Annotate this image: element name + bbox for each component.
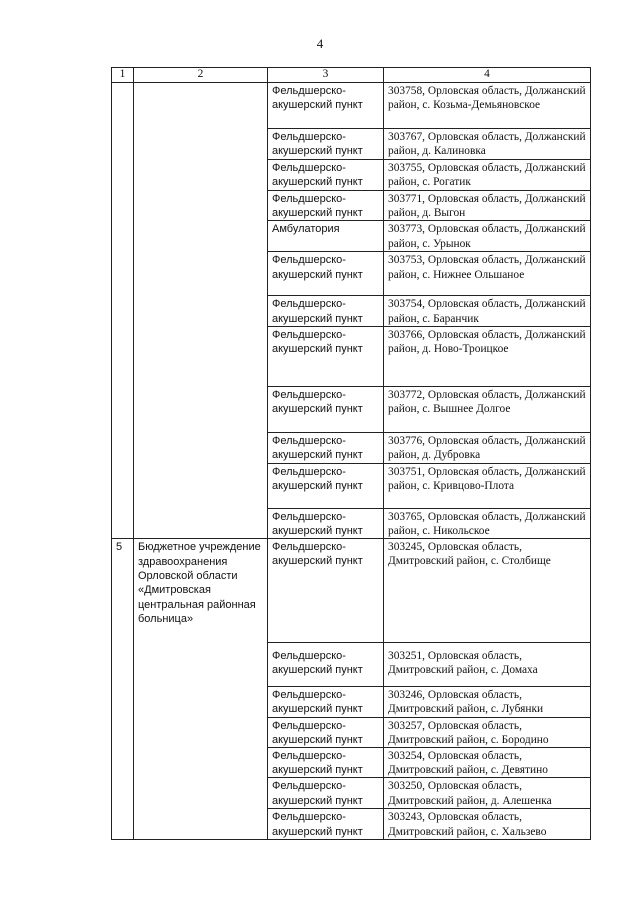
facility-address: 303245, Орловская область, Дмитровский район, с. Столбище bbox=[384, 539, 591, 643]
facility-type: Амбулатория bbox=[268, 221, 384, 252]
header-col-4: 4 bbox=[384, 68, 591, 83]
facility-address: 303776, Орловская область, Должанский район, д. Дубровка bbox=[384, 432, 591, 463]
facility-type: Фельдшерско-акушерский пункт bbox=[268, 748, 384, 778]
facility-address: 303250, Орловская область, Дмитровский район, д. Алешенка bbox=[384, 778, 591, 809]
facility-type: Фельдшерско-акушерский пункт bbox=[268, 463, 384, 508]
group4-organization-cell bbox=[134, 83, 268, 539]
facility-address: 303758, Орловская область, Должанский район, с. Козьма-Демьяновское bbox=[384, 83, 591, 129]
facility-type: Фельдшерско-акушерский пункт bbox=[268, 326, 384, 386]
facility-type: Фельдшерско-акушерский пункт bbox=[268, 539, 384, 643]
table-row bbox=[112, 539, 591, 643]
facility-type: Фельдшерско-акушерский пункт bbox=[268, 160, 384, 191]
facility-type: Фельдшерско-акушерский пункт bbox=[268, 386, 384, 432]
group4-number-cell bbox=[112, 83, 134, 539]
facility-type: Фельдшерско-акушерский пункт bbox=[268, 717, 384, 747]
facility-type: Фельдшерско-акушерский пункт bbox=[268, 252, 384, 296]
facility-address: 303771, Орловская область, Должанский район, д. Выгон bbox=[384, 191, 591, 221]
header-col-2: 2 bbox=[134, 68, 268, 83]
group5-number: 5 bbox=[112, 539, 134, 840]
facility-type: Фельдшерско-акушерский пункт bbox=[268, 809, 384, 839]
facility-address: 303754, Орловская область, Должанский район, с. Баранчик bbox=[384, 296, 591, 326]
facility-address: 303767, Орловская область, Должанский район, д. Калиновка bbox=[384, 129, 591, 160]
table-row bbox=[112, 83, 591, 129]
facility-address: 303257, Орловская область, Дмитровский район, с. Бородино bbox=[384, 717, 591, 747]
facility-type: Фельдшерско-акушерский пункт bbox=[268, 508, 384, 538]
facility-address: 303772, Орловская область, Должанский район, с. Вышнее Долгое bbox=[384, 386, 591, 432]
facility-address: 303765, Орловская область, Должанский район, с. Никольское bbox=[384, 508, 591, 538]
facility-address: 303246, Орловская область, Дмитровский район, с. Лубянки bbox=[384, 687, 591, 717]
header-col-3: 3 bbox=[268, 68, 384, 83]
page-number: 4 bbox=[316, 36, 324, 51]
facility-type: Фельдшерско-акушерский пункт bbox=[268, 296, 384, 326]
facility-type: Фельдшерско-акушерский пункт bbox=[268, 778, 384, 809]
facility-address: 303766, Орловская область, Должанский район, д. Ново-Троицкое bbox=[384, 326, 591, 386]
facility-address: 303751, Орловская область, Должанский район, с. Кривцово-Плота bbox=[384, 463, 591, 508]
facility-type: Фельдшерско-акушерский пункт bbox=[268, 432, 384, 463]
facility-address: 303251, Орловская область, Дмитровский район, с. Домаха bbox=[384, 643, 591, 687]
facility-type: Фельдшерско-акушерский пункт bbox=[268, 129, 384, 160]
group5-organization: Бюджетное учреждение здравоохранения Орловской области «Дмитровская центральная районная больница» bbox=[134, 539, 268, 840]
facility-address: 303773, Орловская область, Должанский район, с. Урынок bbox=[384, 221, 591, 252]
facility-address: 303755, Орловская область, Должанский район, с. Рогатик bbox=[384, 160, 591, 191]
facility-address: 303254, Орловская область, Дмитровский район, с. Девятино bbox=[384, 748, 591, 778]
facility-address: 303753, Орловская область, Должанский район, с. Нижнее Ольшаное bbox=[384, 252, 591, 296]
header-col-1: 1 bbox=[112, 68, 134, 83]
facility-type: Фельдшерско-акушерский пункт bbox=[268, 191, 384, 221]
header-row bbox=[112, 68, 591, 83]
facilities-table bbox=[111, 67, 591, 840]
facility-address: 303243, Орловская область, Дмитровский район, с. Хальзево bbox=[384, 809, 591, 839]
facility-type: Фельдшерско-акушерский пункт bbox=[268, 643, 384, 687]
facility-type: Фельдшерско-акушерский пункт bbox=[268, 83, 384, 129]
facility-type: Фельдшерско-акушерский пункт bbox=[268, 687, 384, 717]
